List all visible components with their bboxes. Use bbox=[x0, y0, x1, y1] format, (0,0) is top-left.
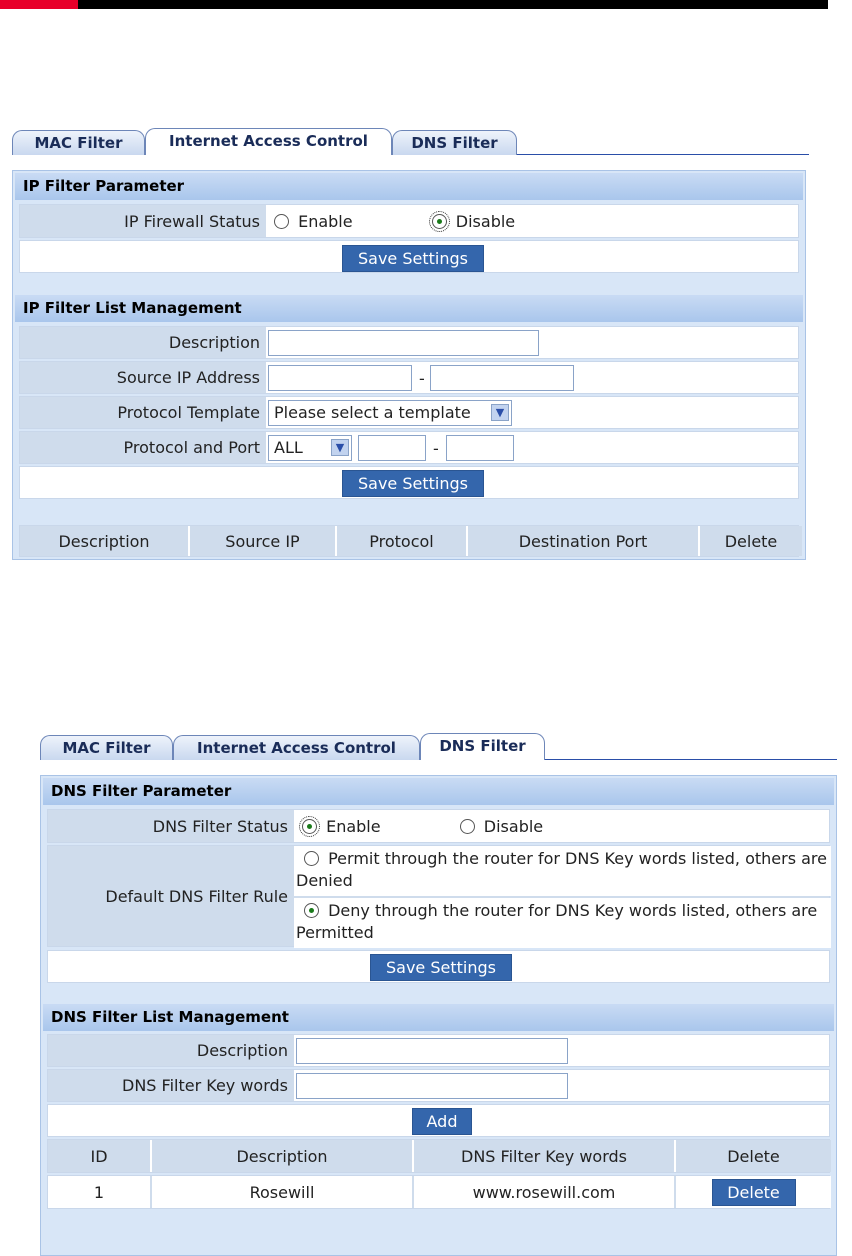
firewall-status-row bbox=[19, 204, 799, 238]
chevron-down-icon: ▼ bbox=[331, 439, 349, 456]
protocol-template-select[interactable] bbox=[268, 400, 512, 426]
range-separator: - bbox=[419, 369, 425, 388]
keywords-row bbox=[47, 1069, 830, 1102]
port-range-separator: - bbox=[433, 439, 439, 458]
protocol-value: ALL bbox=[274, 438, 303, 457]
chevron-down-icon: ▼ bbox=[491, 404, 509, 421]
protocol-port-row bbox=[19, 431, 799, 464]
enable-radio[interactable] bbox=[302, 819, 317, 834]
tab-bar-2 bbox=[40, 733, 837, 760]
description-row bbox=[19, 326, 799, 359]
deny-radio[interactable] bbox=[304, 903, 319, 918]
col-source-ip: Source IP bbox=[190, 526, 337, 556]
save-settings-button[interactable]: Save Settings bbox=[342, 245, 484, 272]
port-end-input[interactable] bbox=[446, 435, 514, 461]
col-id: ID bbox=[48, 1140, 152, 1172]
firewall-status-label: IP Firewall Status bbox=[20, 205, 266, 237]
tab-dns-filter[interactable]: DNS Filter bbox=[392, 130, 517, 155]
tab-dns-filter[interactable]: DNS Filter bbox=[420, 733, 545, 760]
col-delete: Delete bbox=[700, 526, 802, 556]
table-row bbox=[47, 1175, 830, 1209]
col-protocol: Protocol bbox=[337, 526, 468, 556]
col-description: Description bbox=[152, 1140, 414, 1172]
cell-keywords: www.rosewill.com bbox=[414, 1176, 676, 1208]
ip-filter-table-header bbox=[19, 525, 799, 557]
dns-save-row bbox=[47, 950, 830, 983]
enable-label: Enable bbox=[298, 212, 353, 231]
dns-status-options bbox=[302, 810, 543, 842]
add-row bbox=[47, 1104, 830, 1137]
dns-status-label: DNS Filter Status bbox=[48, 810, 294, 842]
brand-stripe bbox=[0, 0, 78, 9]
tab-mac-filter[interactable]: MAC Filter bbox=[12, 130, 145, 155]
disable-radio[interactable] bbox=[460, 819, 475, 834]
tab-internet-access-control[interactable]: Internet Access Control bbox=[145, 128, 392, 155]
keywords-label: DNS Filter Key words bbox=[48, 1070, 294, 1101]
keywords-input[interactable] bbox=[296, 1073, 568, 1099]
permit-label: Permit through the router for DNS Key words listed, others are Denied bbox=[296, 849, 827, 890]
enable-label: Enable bbox=[326, 817, 381, 836]
disable-radio[interactable] bbox=[432, 214, 447, 229]
disable-label: Disable bbox=[483, 817, 544, 836]
save-settings-button[interactable]: Save Settings bbox=[370, 954, 512, 981]
source-ip-row bbox=[19, 361, 799, 394]
description-input[interactable] bbox=[268, 330, 539, 356]
dns-filter-content bbox=[40, 775, 837, 1256]
default-rule-label: Default DNS Filter Rule bbox=[48, 846, 294, 946]
description-label: Description bbox=[20, 327, 266, 358]
save-row-2 bbox=[19, 466, 799, 499]
dns-description-input[interactable] bbox=[296, 1038, 568, 1064]
source-ip-start-input[interactable] bbox=[268, 365, 412, 391]
ip-filter-content bbox=[12, 170, 806, 560]
col-description: Description bbox=[20, 526, 190, 556]
default-rule-row bbox=[47, 845, 830, 947]
dns-description-label: Description bbox=[48, 1035, 294, 1066]
permit-option bbox=[294, 846, 831, 896]
dns-filter-panel bbox=[40, 733, 837, 1256]
section-header-ip-filter-parameter: IP Filter Parameter bbox=[15, 173, 803, 200]
tab-bar bbox=[12, 128, 809, 155]
save-settings-button-2[interactable]: Save Settings bbox=[342, 470, 484, 497]
source-ip-label: Source IP Address bbox=[20, 362, 266, 393]
col-delete: Delete bbox=[676, 1140, 831, 1172]
protocol-select[interactable] bbox=[268, 435, 352, 461]
port-start-input[interactable] bbox=[358, 435, 426, 461]
permit-radio[interactable] bbox=[304, 851, 319, 866]
ip-filter-panel bbox=[12, 128, 809, 560]
enable-radio[interactable] bbox=[274, 214, 289, 229]
dns-status-row bbox=[47, 809, 830, 843]
cell-description: Rosewill bbox=[152, 1176, 414, 1208]
cell-delete bbox=[676, 1176, 831, 1208]
delete-button[interactable]: Delete bbox=[712, 1179, 796, 1206]
section-header-dns-filter-parameter: DNS Filter Parameter bbox=[43, 778, 834, 805]
col-destination-port: Destination Port bbox=[468, 526, 700, 556]
protocol-template-value: Please select a template bbox=[274, 403, 471, 422]
protocol-template-row bbox=[19, 396, 799, 429]
deny-option bbox=[294, 898, 831, 948]
tab-mac-filter[interactable]: MAC Filter bbox=[40, 735, 173, 760]
add-button[interactable]: Add bbox=[412, 1108, 472, 1135]
save-row bbox=[19, 240, 799, 273]
protocol-port-label: Protocol and Port bbox=[20, 432, 266, 463]
source-ip-end-input[interactable] bbox=[430, 365, 574, 391]
deny-label: Deny through the router for DNS Key words listed, others are Permitted bbox=[296, 901, 818, 942]
disable-label: Disable bbox=[455, 212, 516, 231]
top-bar bbox=[0, 0, 828, 9]
section-header-ip-filter-list: IP Filter List Management bbox=[15, 295, 803, 322]
protocol-template-label: Protocol Template bbox=[20, 397, 266, 428]
dns-description-row bbox=[47, 1034, 830, 1067]
tab-internet-access-control[interactable]: Internet Access Control bbox=[173, 735, 420, 760]
cell-id: 1 bbox=[48, 1176, 152, 1208]
firewall-status-options bbox=[274, 205, 515, 237]
col-keywords: DNS Filter Key words bbox=[414, 1140, 676, 1172]
dns-table-header bbox=[47, 1139, 830, 1173]
section-header-dns-filter-list: DNS Filter List Management bbox=[43, 1004, 834, 1031]
